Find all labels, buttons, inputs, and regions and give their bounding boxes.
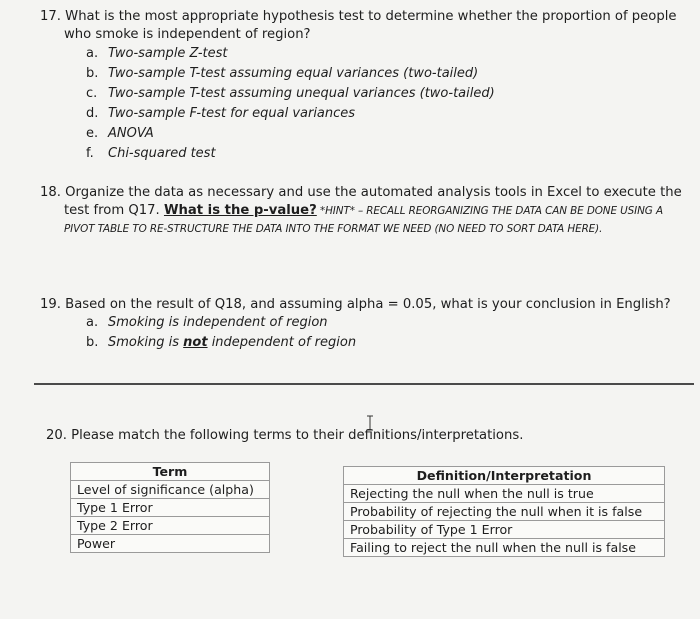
terms-table-header: Term <box>71 463 270 481</box>
term-cell[interactable]: Type 1 Error <box>71 499 270 517</box>
option-text: Smoking is independent of region <box>108 315 328 330</box>
option-text: Two-sample T-test assuming equal variances (two-tailed) <box>108 66 479 81</box>
definitions-table-header: Definition/Interpretation <box>344 467 665 485</box>
option-text-emphasis: not <box>183 335 208 350</box>
option-text-suffix: independent of region <box>207 335 357 350</box>
q19-text-line-1: 19. Based on the result of Q18, and assuming alpha = 0.05, what is your conclusion in English? <box>40 297 671 312</box>
term-cell[interactable]: Level of significance (alpha) <box>71 481 270 499</box>
terms-table <box>70 462 270 553</box>
option-text: Chi-squared test <box>108 146 216 161</box>
term-cell[interactable]: Type 2 Error <box>71 517 270 535</box>
q18-p-value-prompt: What is the p-value? <box>163 203 317 218</box>
definition-cell[interactable]: Rejecting the null when the null is true <box>344 485 665 503</box>
question-18 <box>40 184 682 238</box>
q19-option-a[interactable] <box>86 315 328 330</box>
definition-cell[interactable]: Failing to reject the null when the null is false <box>344 539 665 557</box>
term-cell[interactable]: Power <box>71 535 270 553</box>
q18-text-prefix: test from Q17. <box>64 203 164 218</box>
section-divider <box>34 383 694 385</box>
option-letter: f. <box>86 146 94 161</box>
q17-option-c[interactable] <box>86 86 495 101</box>
option-letter: a. <box>86 46 99 61</box>
q17-text-line-2: who smoke is independent of region? <box>64 27 311 42</box>
q19-option-b[interactable] <box>86 335 356 350</box>
q17-option-d[interactable] <box>86 106 355 121</box>
text-cursor-icon <box>366 415 374 431</box>
q17-option-e[interactable] <box>86 126 154 141</box>
option-text: Two-sample Z-test <box>108 46 228 61</box>
q17-text-line-1: 17. What is the most appropriate hypothesis test to determine whether the proportion of people <box>40 9 677 24</box>
q18-text-line-2 <box>40 202 682 220</box>
question-20 <box>46 427 523 445</box>
option-text-prefix: Smoking is <box>108 335 184 350</box>
option-text: Two-sample F-test for equal variances <box>108 106 356 121</box>
option-letter: b. <box>86 66 99 81</box>
definitions-table <box>343 466 665 557</box>
q18-text-line-1: 18. Organize the data as necessary and use the automated analysis tools in Excel to execute the <box>40 185 682 200</box>
definition-cell[interactable]: Probability of rejecting the null when it is false <box>344 503 665 521</box>
option-text: ANOVA <box>108 126 154 141</box>
q17-option-b[interactable] <box>86 66 478 81</box>
option-letter: e. <box>86 126 99 141</box>
q20-text-line-1: 20. Please match the following terms to their definitions/interpretations. <box>46 428 524 443</box>
question-19 <box>40 296 671 314</box>
q18-hint-part-2: PIVOT TABLE TO RE-STRUCTURE THE DATA INTO THE FORMAT WE NEED (NO NEED TO SORT DATA HERE). <box>64 223 603 235</box>
option-letter: c. <box>86 86 98 101</box>
option-letter: a. <box>86 315 99 330</box>
q18-hint-part-1: *HINT* – RECALL REORGANIZING THE DATA CAN BE DONE USING A <box>316 205 663 217</box>
question-17 <box>40 8 677 44</box>
q17-option-f[interactable] <box>86 146 216 161</box>
option-letter: d. <box>86 106 99 121</box>
option-letter: b. <box>86 335 99 350</box>
option-text: Two-sample T-test assuming unequal variances (two-tailed) <box>108 86 495 101</box>
q17-option-a[interactable] <box>86 46 227 61</box>
definition-cell[interactable]: Probability of Type 1 Error <box>344 521 665 539</box>
